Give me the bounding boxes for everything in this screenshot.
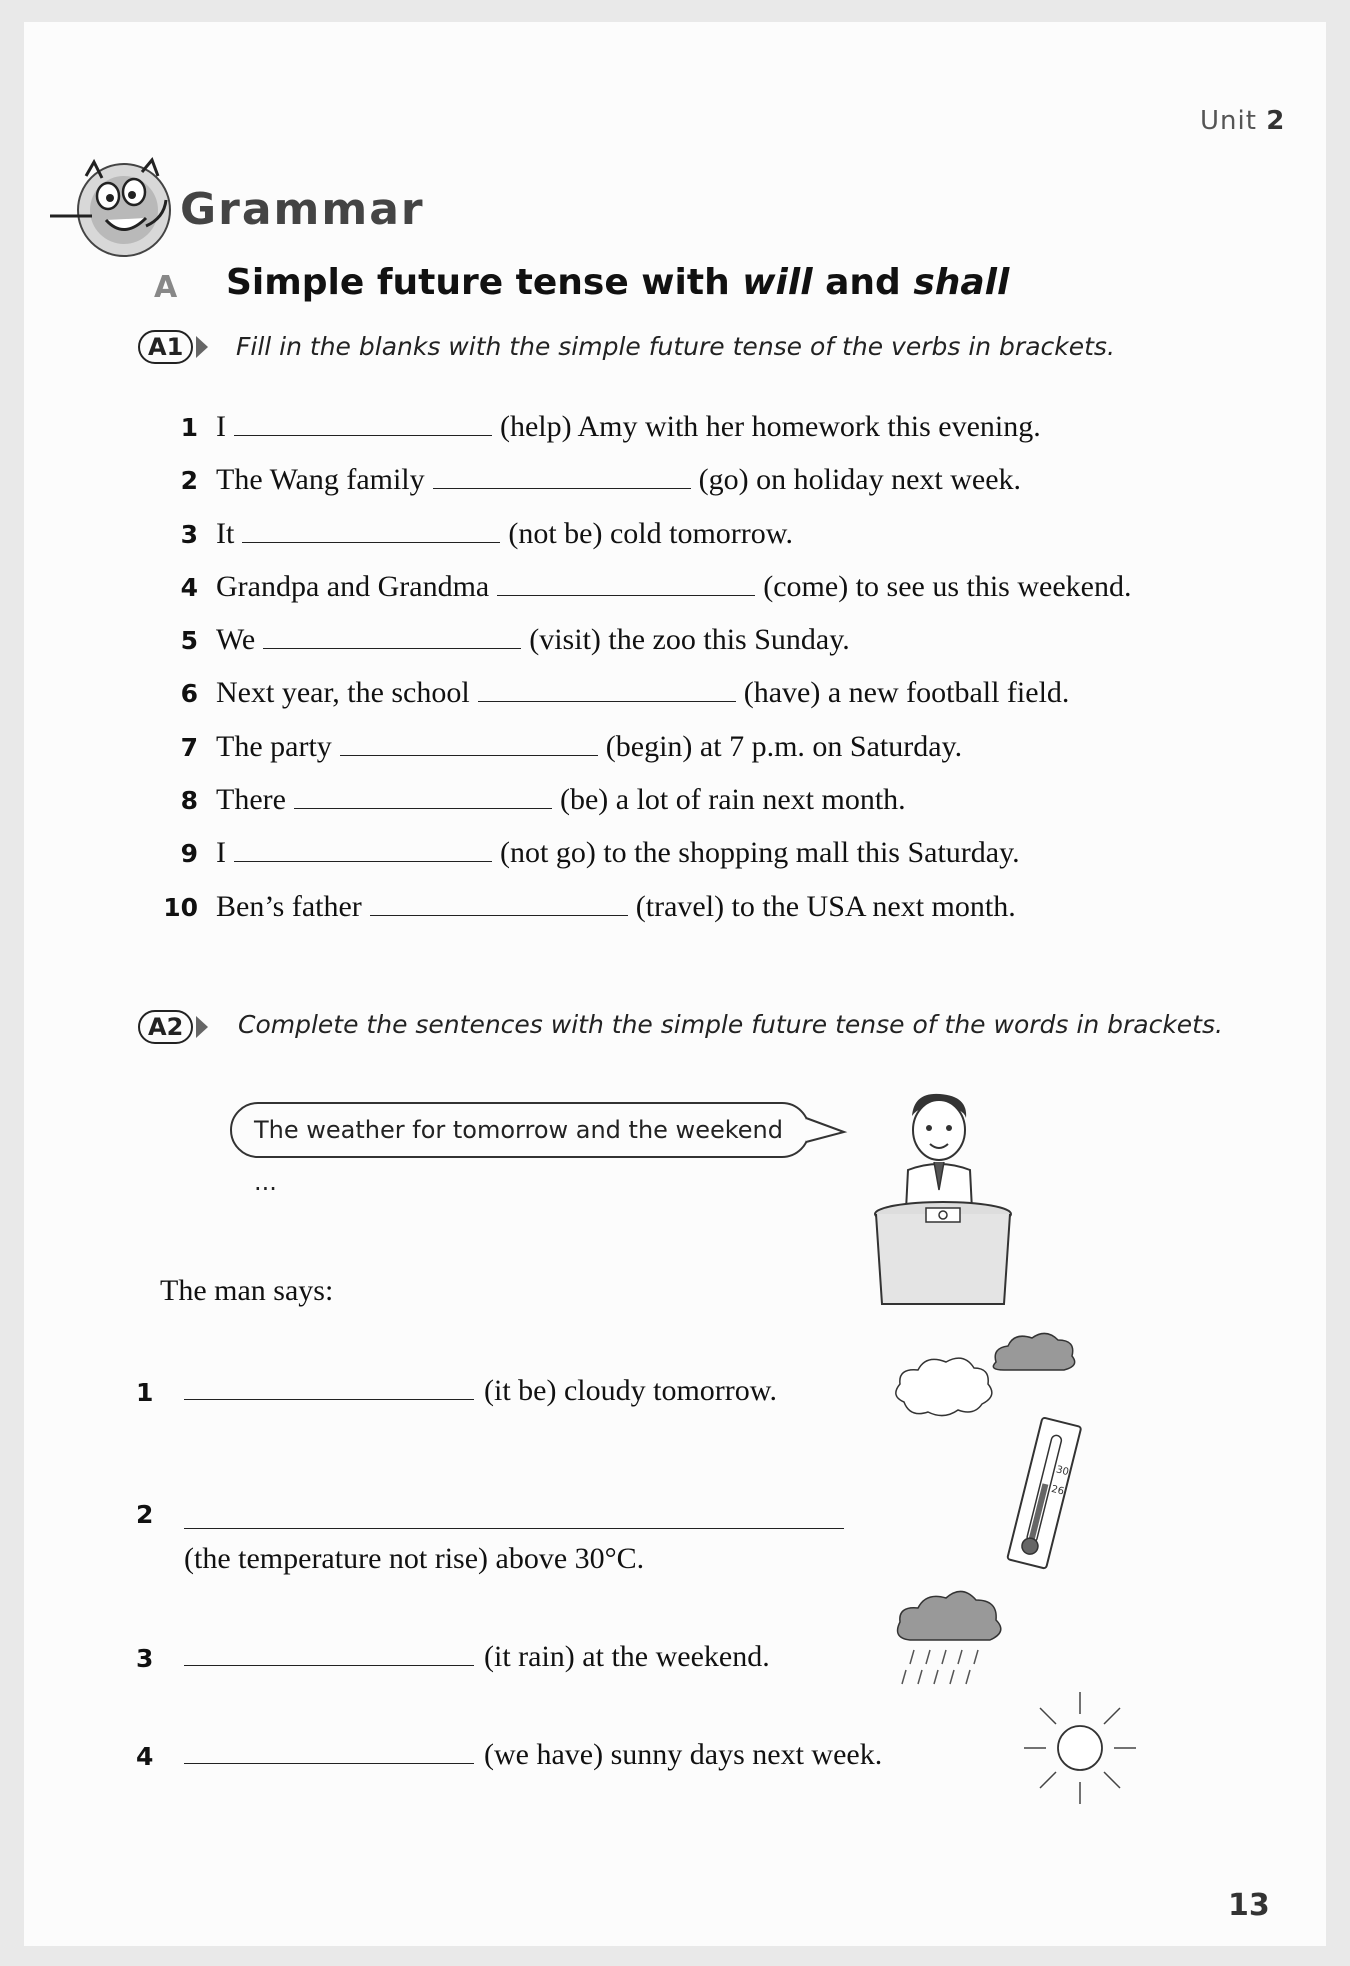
speech-bubble: The weather for tomorrow and the weekend ... <box>230 1102 810 1158</box>
a2-item-text: (we have) sunny days next week. <box>484 1738 883 1771</box>
item-text-after: (begin) at 7 p.m. on Saturday. <box>605 729 963 763</box>
list-item <box>160 890 1131 943</box>
item-text-before: There <box>216 783 286 817</box>
answer-blank[interactable] <box>263 628 521 649</box>
section-a-letter: A <box>154 270 178 305</box>
item-text-before: Next year, the school <box>216 676 470 710</box>
item-text-after: (be) a lot of rain next month. <box>559 783 906 817</box>
dog-mascot-icon <box>46 158 176 268</box>
list-item <box>160 517 1131 570</box>
answer-blank[interactable] <box>234 841 492 862</box>
item-number: 7 <box>180 732 198 762</box>
a1-instruction: Fill in the blanks with the simple future tense of the verbs in brackets. <box>236 332 1115 361</box>
list-item <box>160 783 1131 836</box>
list-item <box>160 836 1131 889</box>
worksheet-page <box>24 22 1326 1946</box>
item-text-after: (not be) cold tomorrow. <box>508 516 793 550</box>
speech-bubble-tail <box>804 1112 854 1152</box>
answer-blank[interactable] <box>433 468 691 489</box>
page-number: 13 <box>1228 1888 1270 1923</box>
item-number: 6 <box>180 679 198 709</box>
badge-arrow-icon <box>196 1016 208 1038</box>
item-number: 2 <box>180 466 198 496</box>
a2-item-text: (it rain) at the weekend. <box>484 1640 770 1673</box>
section-heading-grammar: Grammar <box>180 184 425 235</box>
answer-blank[interactable] <box>184 1488 844 1529</box>
a1-badge <box>138 330 208 364</box>
item-text-before: Grandpa and Grandma <box>216 569 490 603</box>
man-says-label: The man says: <box>160 1274 334 1307</box>
a2-item-number: 3 <box>136 1644 154 1673</box>
unit-number: 2 <box>1266 106 1286 136</box>
rain-cloud-icon <box>884 1580 1024 1700</box>
sun-icon <box>1020 1688 1140 1808</box>
a2-badge-label: A2 <box>138 1010 193 1044</box>
item-number: 9 <box>180 839 198 869</box>
item-number: 5 <box>180 626 198 656</box>
a1-exercise-list <box>160 410 1131 943</box>
answer-blank[interactable] <box>184 1743 474 1764</box>
thermometer-mark-30: 30 <box>1054 1464 1070 1479</box>
item-text-after: (have) a new football field. <box>743 676 1070 710</box>
item-text-before: The party <box>216 729 332 763</box>
item-number: 10 <box>163 892 198 922</box>
title-prefix: Simple future tense with <box>226 262 743 303</box>
answer-blank[interactable] <box>497 575 755 596</box>
item-number: 3 <box>180 519 198 549</box>
list-item <box>160 463 1131 516</box>
a2-item-text: (it be) cloudy tomorrow. <box>484 1374 777 1407</box>
a2-item <box>184 1640 770 1674</box>
a2-item-text: (the temperature not rise) above 30°C. <box>184 1542 645 1575</box>
a2-item-number: 1 <box>136 1378 154 1407</box>
a2-item <box>184 1542 644 1576</box>
thermometer-icon <box>994 1414 1094 1574</box>
item-number: 8 <box>180 786 198 816</box>
item-text-before: I <box>216 410 226 443</box>
news-reporter-icon <box>868 1090 1018 1310</box>
item-text-before: The Wang family <box>216 463 425 497</box>
list-item <box>160 570 1131 623</box>
item-text-after: (visit) the zoo this Sunday. <box>529 623 850 657</box>
item-text-after: (not go) to the shopping mall this Saturday. <box>500 836 1020 870</box>
a2-item-number: 4 <box>136 1742 154 1771</box>
answer-blank[interactable] <box>184 1645 474 1666</box>
unit-label-text: Unit <box>1200 106 1257 136</box>
item-text-before: It <box>216 516 235 550</box>
title-and: and <box>812 262 914 303</box>
list-item <box>160 730 1131 783</box>
answer-blank[interactable] <box>234 415 492 436</box>
item-text-after: (come) to see us this weekend. <box>763 569 1132 603</box>
item-text-after: (help) Amy with her homework this evening. <box>500 410 1041 443</box>
list-item <box>160 623 1131 676</box>
section-a-title <box>226 262 1009 303</box>
badge-arrow-icon <box>196 336 208 358</box>
list-item <box>160 410 1131 463</box>
title-will: will <box>742 262 813 303</box>
list-item <box>160 676 1131 729</box>
answer-blank[interactable] <box>370 895 628 916</box>
answer-blank[interactable] <box>294 788 552 809</box>
a1-badge-label: A1 <box>138 330 193 364</box>
answer-blank[interactable] <box>340 735 598 756</box>
a2-instruction: Complete the sentences with the simple future tense of the words in brackets. <box>238 1010 1223 1039</box>
a2-item <box>184 1738 882 1772</box>
title-shall: shall <box>913 262 1010 303</box>
item-text-before: I <box>216 836 226 870</box>
item-text-after: (travel) to the USA next month. <box>635 889 1016 923</box>
a2-badge <box>138 1010 208 1044</box>
answer-blank[interactable] <box>184 1379 474 1400</box>
item-number: 1 <box>180 413 198 442</box>
a2-item <box>184 1374 777 1408</box>
item-text-before: Ben’s father <box>216 889 362 923</box>
item-text-before: We <box>216 623 256 657</box>
thermometer-mark-26: 26 <box>1050 1483 1066 1498</box>
a2-item-number: 2 <box>136 1500 154 1529</box>
answer-blank[interactable] <box>478 681 736 702</box>
unit-label <box>1200 106 1285 136</box>
answer-blank[interactable] <box>242 522 500 543</box>
item-text-after: (go) on holiday next week. <box>698 463 1022 497</box>
item-number: 4 <box>180 572 198 602</box>
